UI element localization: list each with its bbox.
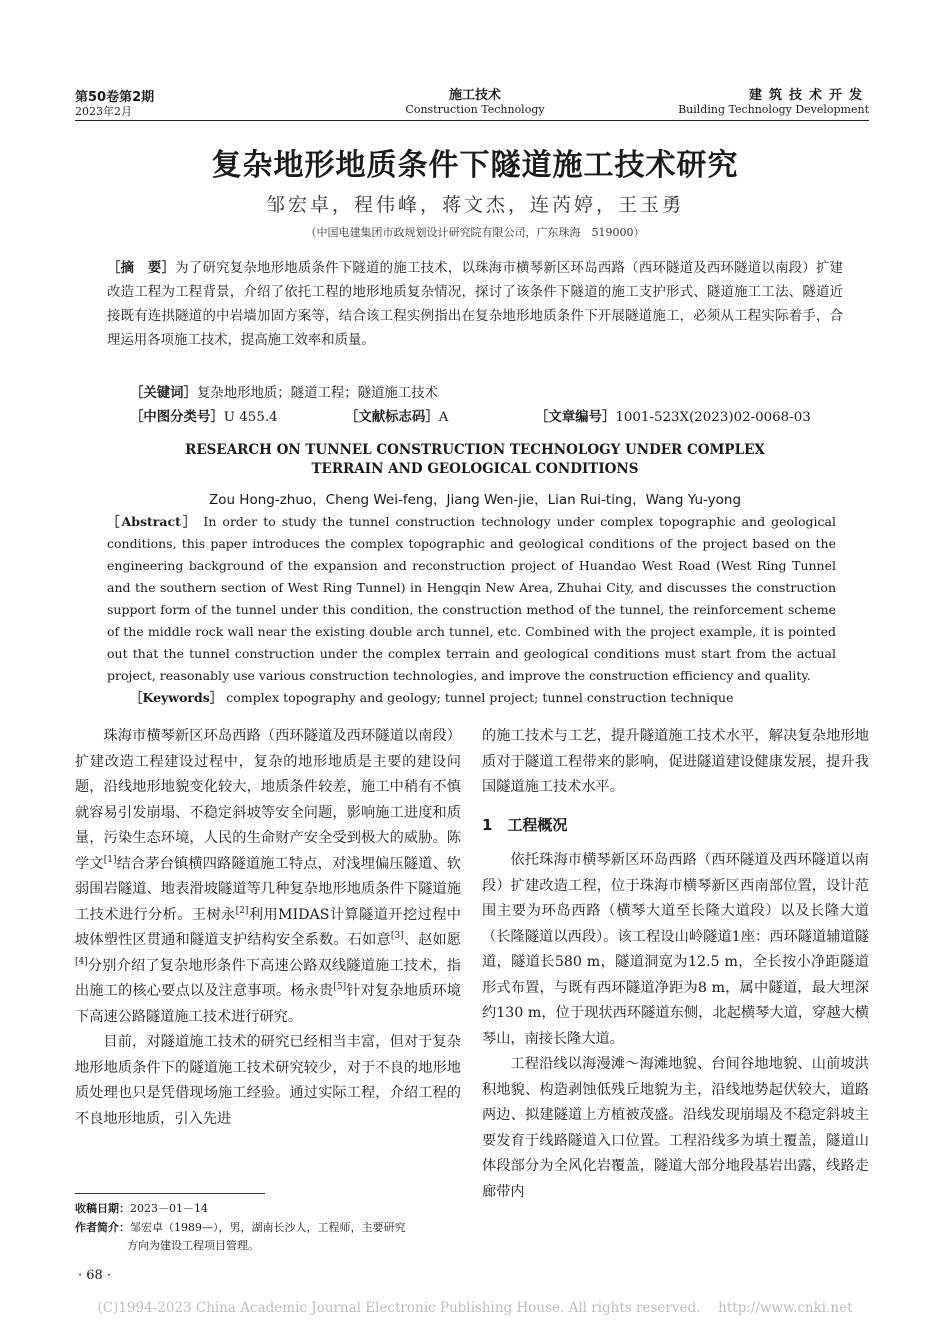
body-column-right [482,724,869,1205]
received-label: 收稿日期： [75,1202,130,1215]
keywords-cn [130,382,438,401]
clc-code [130,406,278,425]
p1-part-e: 分别介绍了复杂地形条件下高速公路双线隧道施工技术，指出施工的核心要点以及注意事项。杨永贵 [75,957,461,999]
clc-value: U 455.4 [223,410,278,425]
abstract-cn [107,257,843,353]
abstract-en [107,511,836,687]
article-number [535,406,811,425]
journal-name-en: Building Technology Development [678,103,869,116]
doc-code [345,406,448,425]
paper-title-en [0,441,950,479]
issue-date: 2023年2月 [75,105,132,118]
copyright-watermark: (C)1994-2023 China Academic Journal Electronic Publishing House. All rights reserved. http://www.cnki.net [97,1300,853,1316]
intro-paragraph-2: 目前，对隧道施工技术的研究已经相当丰富，但对于复杂地形地质条件下的隧道施工技术研究较少，对于不良的地形地质处理也只是凭借现场施工经验。通过实际工程，介绍工程的不良地形地质，引入先进 [75,1034,461,1127]
p1-part-a: 珠海市横琴新区环岛西路（西环隧道及西环隧道以南段）扩建改造工程建设过程中，复杂的地形地质是主要的建设问题，沿线地形地貌变化较大，地质条件较差，施工中稍有不慎就容易引发崩塌、不稳定斜坡等安全问题，影响施工进度和质量，污染生态环境，人民的生命财产安全受到极大的威胁。陈学文 [75,728,461,872]
p1-part-f: 针对复杂地质环境下高速公路隧道施工技术进行研究。 [75,983,461,1025]
section-heading-1: 1 工程概况 [482,815,568,834]
article-label: ［文章编号］ [535,410,616,425]
body-column-left [75,724,461,1132]
article-value: 1001-523X(2023)02-0068-03 [615,410,811,425]
author-bio-label: 作者简介： [75,1221,130,1234]
author-list: 邹宏卓，程伟峰，蒋文杰，连芮婷，王玉勇 [265,194,684,216]
citation-4: [4] [75,956,88,967]
paper-title-en-line1: RESEARCH ON TUNNEL CONSTRUCTION TECHNOLOGY UNDER COMPLEX [185,442,765,458]
journal-name-cn: 建筑技术开发 [748,88,869,103]
keywords-cn-text: 复杂地形地质；隧道工程；隧道施工技术 [196,386,438,401]
author-bio-line2: 方向为建设工程项目管理。 [127,1239,259,1252]
column-name-en: Construction Technology [405,103,545,116]
page-number: · 68 · [78,1268,112,1283]
header-divider [75,120,869,121]
keywords-en [130,688,734,706]
column-name-cn: 施工技术 [448,88,501,103]
citation-3: [3] [390,931,404,941]
issue-volume: 第50卷第2期 [75,90,155,105]
abstract-en-label: ［Abstract］ [107,514,198,529]
p1-part-d: 、赵如愿 [403,932,461,948]
clc-label: ［中图分类号］ [130,410,224,425]
overview-paragraph-1: 依托珠海市横琴新区环岛西路（西环隧道及西环隧道以南段）扩建改造工程，位于珠海市横琴新区西南部位置，设计范围主要为环岛西路（横琴大道至长隆大道段）以及长隆大道（长隆隧道以西段）。该工程设山岭隧道1座：西环隧道辅道隧道，隧道长580 m，隧道洞宽为12.5 m，全长按小净距隧道形式布置，与既有西环隧道净距为8 m，属中隧道，最大埋深约130 m，位于现状西环隧道东侧，北起横琴大道，穿越大横琴山，南接长隆大道。 [482,852,869,1047]
p1-part-b: 结合茅台镇横四路隧道施工特点，对浅埋偏压隧道、软弱围岩隧道、地表滑坡隧道等几种复杂地形地质条件下隧道施工技术进行分析。王树永 [75,855,461,923]
doc-label: ［文献标志码］ [345,410,439,425]
keywords-en-label: ［Keywords］ [130,690,223,705]
paper-title-en-line2: TERRAIN AND GEOLOGICAL CONDITIONS [311,461,639,477]
author-bio [75,1219,461,1255]
footnote-divider [75,1193,265,1194]
citation-2: [2] [235,905,249,916]
citation-1: [1] [103,854,117,865]
author-list-en: Zou Hong-zhuo，Cheng Wei-feng，Jiang Wen-jie，Lian Rui-ting，Wang Yu-yong [208,492,742,508]
doc-value: A [438,410,449,425]
intro-paragraph-1 [75,724,461,1030]
citation-5: [5] [333,982,347,992]
author-bio-line1: 邹宏卓（1989—），男，湖南长沙人，工程师，主要研究 [130,1221,406,1234]
abstract-cn-label: ［摘 要］ [107,261,176,276]
keywords-cn-label: ［关键词］ [130,386,197,401]
intro-paragraph-2-cont: 的施工技术与工艺，提升隧道施工技术水平，解决复杂地形地质对于隧道工程带来的影响，促进隧道建设健康发展，提升我国隧道施工技术水平。 [482,728,869,795]
received-value: 2023－01－14 [130,1202,208,1215]
p1-part-c: 利用MIDAS计算隧道开挖过程中坡体塑性区贯通和隧道支护结构安全系数。石如意 [75,906,461,948]
paper-title: 复杂地形地质条件下隧道施工技术研究 [211,148,739,183]
abstract-cn-text: 为了研究复杂地形地质条件下隧道的施工技术，以珠海市横琴新区环岛西路（西环隧道及西环隧道以南段）扩建改造工程为工程背景，介绍了依托工程的地形地质复杂情况，探讨了该条件下隧道的施工支护形式、隧道施工工法、隧道近接既有连拱隧道的中岩墙加固方案等，结合该工程实例指出在复杂地形地质条件下开展隧道施工，必须从工程实际着手，合理运用各项施工技术，提高施工效率和质量。 [107,261,843,348]
keywords-en-text: complex topography and geology; tunnel project; tunnel construction technique [226,690,734,705]
affiliation: （中国电建集团市政规划设计研究院有限公司，广东珠海 519000） [305,226,645,239]
abstract-en-text: In order to study the tunnel construction technology under complex topographic and geological conditions, this paper introduces the complex topographic and geological conditions of the project based on the engineering background of the expansion and reconstruction project of Huandao West Road (West Ring Tunnel and the southern section of West Ring Tunnel) in Hengqin New Area, Zhuhai City, and discusses the construction support form of the tunnel under this condition, the construction method of the tunnel, the reinforcement scheme of the middle rock wall near the existing double arch tunnel, etc. Combined with the project example, it is pointed out that the tunnel construction under the complex terrain and geological conditions must start from the actual project, reasonably use various construction technologies, and improve the construction efficiency and quality. [107,514,836,683]
received-date [75,1200,208,1216]
overview-paragraph-2: 工程沿线以海漫滩～海滩地貌、台间谷地地貌、山前坡洪积地貌、构造剥蚀低残丘地貌为主，沿线地势起伏较大，道路两边、拟建隧道上方植被茂盛。沿线发现崩塌及不稳定斜坡主要发育于线路隧道入口位置。工程沿线多为填土覆盖，隧道山体段部分为全风化岩覆盖，隧道大部分地段基岩出露，线路走廊带内 [482,1056,869,1200]
